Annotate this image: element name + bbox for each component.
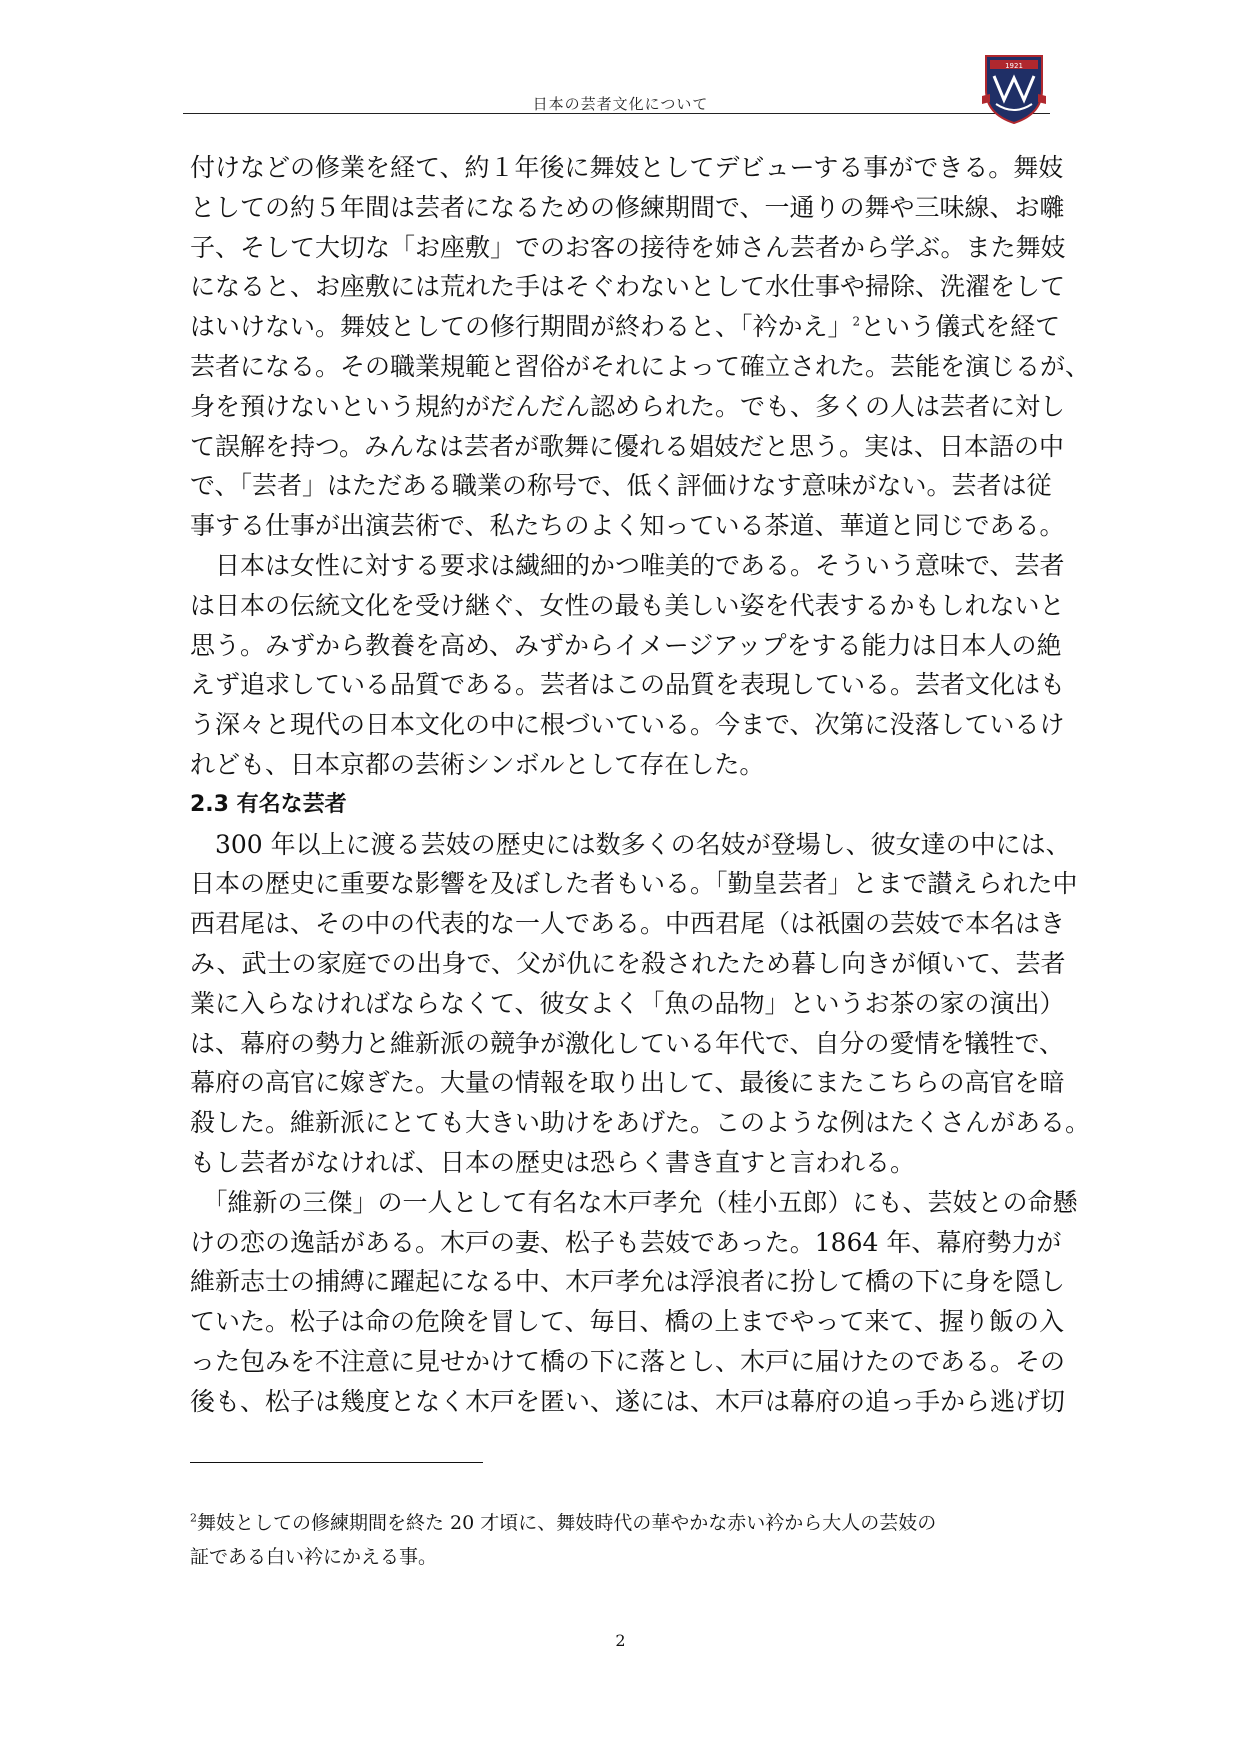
text-line: 殺した。維新派にとても大きい助けをあげた。このような例はたくさんがある。	[190, 1108, 1091, 1138]
text-line: ていた。松子は命の危険を冒して、毎日、橋の上までやって来て、握り飯の入	[190, 1307, 1065, 1337]
text-line: った包みを不注意に見せかけて橋の下に落とし、木戸に届けたのである。その	[190, 1346, 1066, 1376]
text-line: 「維新の三傑」の一人として有名な木戸孝允（桂小五郎）にも、芸妓との命懸	[190, 1187, 1078, 1217]
paragraph-2	[190, 546, 1066, 785]
seal-year: 1921	[1005, 62, 1023, 70]
text-line: 幕府の高官に嫁ぎた。大量の情報を取り出して、最後にまたこちらの高官を暗	[190, 1068, 1065, 1098]
footnote-reference[interactable]: 2	[852, 314, 861, 329]
text-fragment: という儀式を経て	[860, 312, 1061, 342]
running-header-title: 日本の芸者文化について	[532, 95, 709, 113]
header-rule	[183, 113, 1050, 114]
paragraph-1	[190, 148, 1091, 546]
text-line: もし芸者がなければ、日本の歴史は恐らく書き直すと言われる。	[190, 1147, 916, 1177]
text-line: としての約５年間は芸者になるための修練期間で、一通りの舞や三味線、お囃	[190, 192, 1065, 222]
text-line: で、「芸者」はただある職業の称号で、低く評価けなす意味がない。芸者は従	[190, 471, 1052, 501]
paragraph-3	[190, 825, 1091, 1183]
text-line: 思う。みずから教養を高め、みずからイメージアップをする能力は日本人の絶	[190, 630, 1062, 660]
text-line: う深々と現代の日本文化の中に根づいている。今まで、次第に没落しているけ	[190, 710, 1065, 740]
body-text	[190, 148, 1091, 1422]
text-line: 業に入らなければならなくて、彼女よく「魚の品物」というお茶の家の演出）	[190, 988, 1065, 1018]
text-line: 日本の歴史に重要な影響を及ぼした者もいる。「勤皇芸者」とまで讃えられた中	[190, 869, 1078, 899]
text-line: は、幕府の勢力と維新派の競争が激化している年代で、自分の愛情を犠牲で、	[190, 1028, 1065, 1058]
text-line: になると、お座敷には荒れた手はそぐわないとして水仕事や掃除、洗濯をして	[190, 272, 1066, 302]
footnote-rule	[190, 1462, 483, 1463]
text-line: て誤解を持つ。みんなは芸者が歌舞に優れる娼妓だと思う。実は、日本語の中	[190, 431, 1065, 461]
text-line: 身を預けないという規約がだんだん認められた。でも、多くの人は芸者に対し	[190, 391, 1066, 421]
text-line: えず追求している品質である。芸者はこの品質を表現している。芸者文化はも	[190, 670, 1066, 700]
footnote-line: 証である白い衿にかえる事。	[190, 1546, 438, 1568]
university-seal-icon	[982, 50, 1046, 125]
text-line: けの恋の逸話がある。木戸の妻、松子も芸妓であった。1864 年、幕府勢力が	[190, 1227, 1062, 1257]
paragraph-4	[190, 1183, 1078, 1422]
text-line: 維新志士の捕縛に躍起になる中、木戸孝允は浮浪者に扮して橋の下に身を隠し	[190, 1267, 1066, 1297]
text-line: 子、そして大切な「お座敷」でのお客の接待を姉さん芸者から学ぶ。また舞妓	[190, 232, 1066, 262]
footnote-marker: 2	[190, 1511, 197, 1525]
page-number: 2	[615, 1631, 626, 1650]
text-line: は日本の伝統文化を受け継ぐ、女性の最も美しい姿を代表するかもしれないと	[190, 590, 1065, 620]
text-line: 300 年以上に渡る芸妓の歴史には数多くの名妓が登場し、彼女達の中には、	[190, 829, 1071, 859]
text-line: み、武士の家庭での出身で、父が仇にを殺されたため暮し向きが傾いて、芸者	[190, 948, 1066, 978]
text-fragment: はいけない。舞妓としての修行期間が終わると、「衿かえ」	[190, 312, 853, 342]
footnote	[190, 1506, 1080, 1574]
footnote-text: 舞妓としての修練期間を終た 20 才頃に、舞妓時代の華やかな赤い衿から大人の芸妓の	[197, 1512, 937, 1534]
text-line: 日本は女性に対する要求は繊細的かつ唯美的である。そういう意味で、芸者	[190, 550, 1065, 580]
text-line: 後も、松子は幾度となく木戸を匿い、遂には、木戸は幕府の追っ手から逃げ切	[190, 1386, 1066, 1416]
footnote-line	[190, 1506, 1080, 1540]
text-line: 芸者になる。その職業規範と習俗がそれによって確立された。芸能を演じるが、	[190, 351, 1091, 381]
text-line-with-footnote	[190, 307, 1061, 347]
text-line: れども、日本京都の芸術シンボルとして存在した。	[190, 749, 765, 779]
text-line: 付けなどの修業を経て、約１年後に舞妓としてデビューする事ができる。舞妓	[190, 153, 1064, 182]
text-line: 事する仕事が出演芸術で、私たちのよく知っている茶道、華道と同じである。	[190, 511, 1065, 541]
text-line: 西君尾は、その中の代表的な一人である。中西君尾（は祇園の芸妓で本名はき	[190, 909, 1066, 939]
section-heading: 2.3 有名な芸者	[190, 791, 347, 817]
